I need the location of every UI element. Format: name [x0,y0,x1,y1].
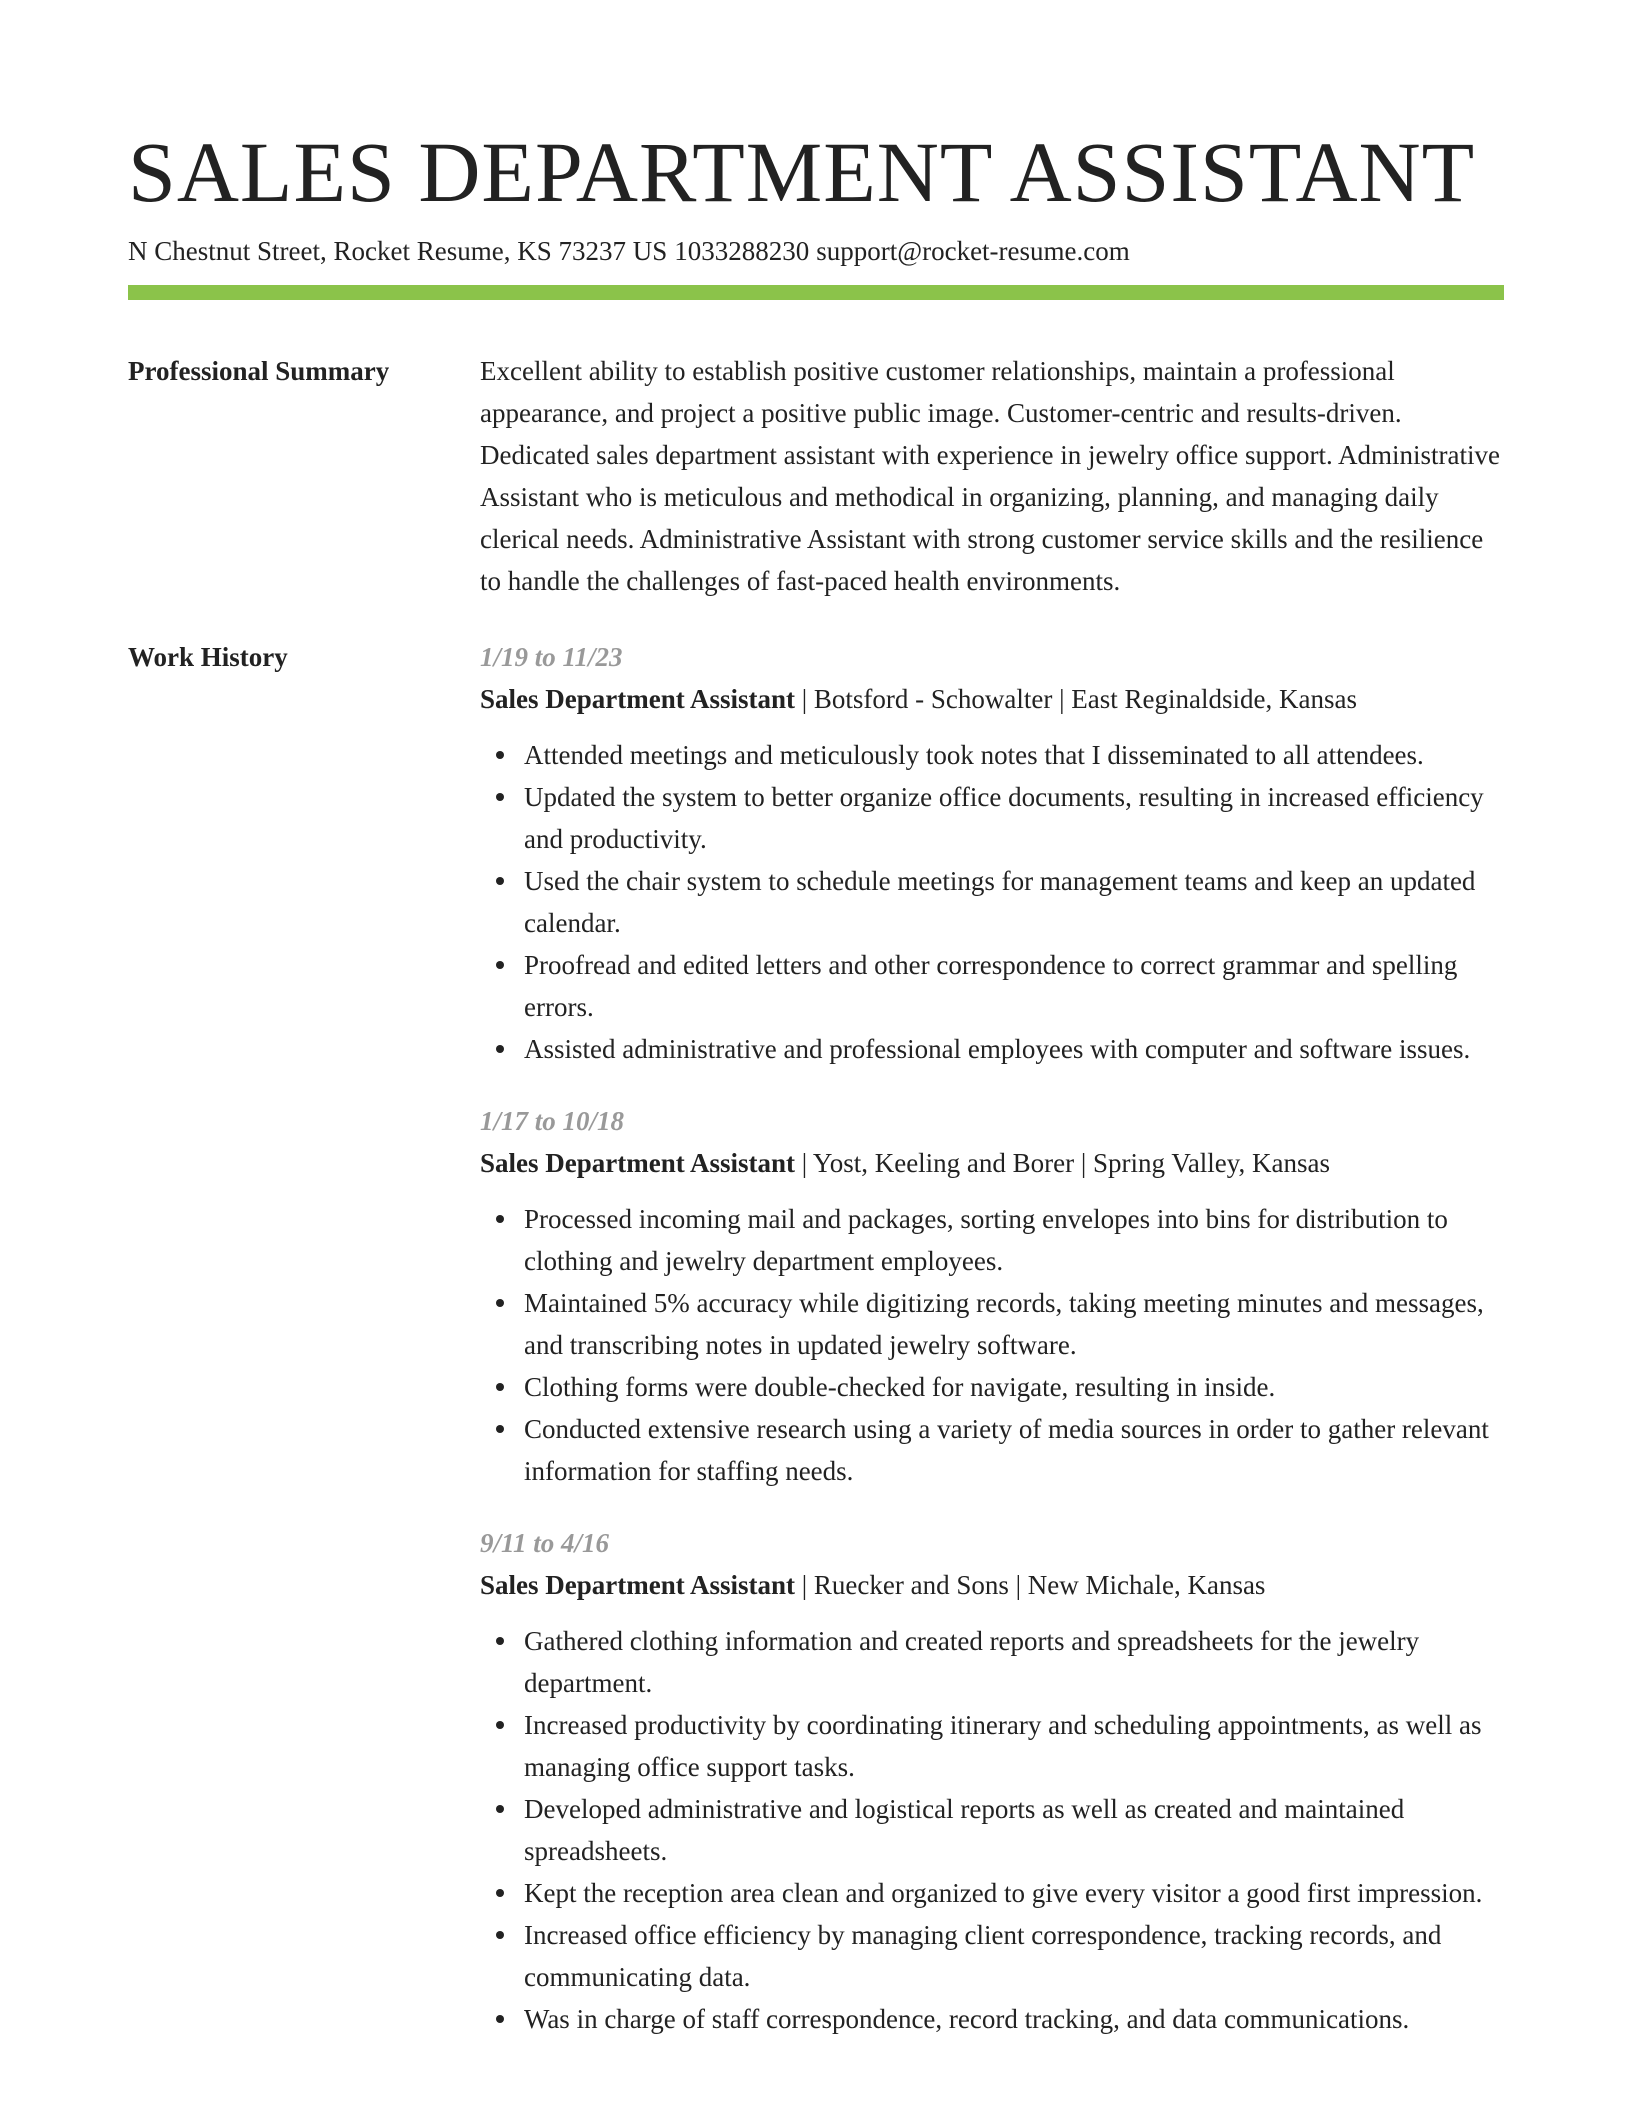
header-divider [128,285,1504,300]
job-dates: 1/19 to 11/23 [480,642,623,672]
job-duty: Proofread and edited letters and other correspondence to correct grammar and spelling errors. [524,944,1504,1028]
job-duties-list [480,1198,1504,1492]
work-history-body [480,636,1504,2070]
job-duty: Was in charge of staff correspondence, record tracking, and data communications. [524,1998,1504,2040]
job-employer-location: | Ruecker and Sons | New Michale, Kansas [795,1570,1266,1600]
work-history-heading: Work History [128,642,288,672]
job-duty: Developed administrative and logistical reports as well as created and maintained spreadsheets. [524,1788,1504,1872]
summary-heading: Professional Summary [128,356,390,386]
work-history-section [128,636,1504,2070]
job-duty: Used the chair system to schedule meetings for management teams and keep an updated calendar. [524,860,1504,944]
job-employer-location: | Botsford - Schowalter | East Reginaldside, Kansas [795,684,1357,714]
job-duty: Increased office efficiency by managing client correspondence, tracking records, and communicating data. [524,1914,1504,1998]
contact-line [128,234,1504,268]
contact-address: N Chestnut Street, Rocket Resume, KS 73237 US [128,236,668,266]
job-title: Sales Department Assistant [480,684,795,714]
job-title: Sales Department Assistant [480,1148,795,1178]
job-duty: Increased productivity by coordinating itinerary and scheduling appointments, as well as managing office support tasks. [524,1704,1504,1788]
job-duty: Updated the system to better organize office documents, resulting in increased efficiency and productivity. [524,776,1504,860]
job-heading [480,678,1504,720]
job-heading [480,1142,1504,1184]
job-dates: 1/17 to 10/18 [480,1106,625,1136]
page-title: SALES DEPARTMENT ASSISTANT [128,124,1476,220]
job-dates: 9/11 to 4/16 [480,1528,610,1558]
resume-page [128,0,1504,2070]
job-entry [480,1100,1504,1492]
summary-body [480,350,1504,602]
job-employer-location: | Yost, Keeling and Borer | Spring Valley, Kansas [795,1148,1331,1178]
job-duty: Maintained 5% accuracy while digitizing records, taking meeting minutes and messages, and transcribing notes in updated jewelry software. [524,1282,1504,1366]
summary-text: Excellent ability to establish positive customer relationships, maintain a professional appearance, and project a positive public image. Customer-centric and results-driven. Dedicated sales department assistant with experience in jewelry office support. Administrative Assistant who is meticulous and methodical in organizing, planning, and managing daily clerical needs. Administrative Assistant with strong customer service skills and the resilience to handle the challenges of fast-paced health environments. [480,356,1500,596]
job-title: Sales Department Assistant [480,1570,795,1600]
job-duty: Conducted extensive research using a variety of media sources in order to gather relevant information for staffing needs. [524,1408,1504,1492]
job-entry [480,636,1504,1070]
job-duties-list [480,734,1504,1070]
contact-email: support@rocket-resume.com [816,236,1130,266]
job-duties-list [480,1620,1504,2040]
job-duty: Processed incoming mail and packages, sorting envelopes into bins for distribution to clothing and jewelry department employees. [524,1198,1504,1282]
job-entry [480,1522,1504,2040]
job-duty: Kept the reception area clean and organized to give every visitor a good first impression. [524,1872,1504,1914]
contact-phone: 1033288230 [674,236,810,266]
job-duty: Gathered clothing information and created reports and spreadsheets for the jewelry department. [524,1620,1504,1704]
job-duty: Assisted administrative and professional employees with computer and software issues. [524,1028,1504,1070]
job-duty: Attended meetings and meticulously took notes that I disseminated to all attendees. [524,734,1504,776]
job-heading [480,1564,1504,1606]
summary-section [128,350,1504,602]
job-duty: Clothing forms were double-checked for navigate, resulting in inside. [524,1366,1504,1408]
